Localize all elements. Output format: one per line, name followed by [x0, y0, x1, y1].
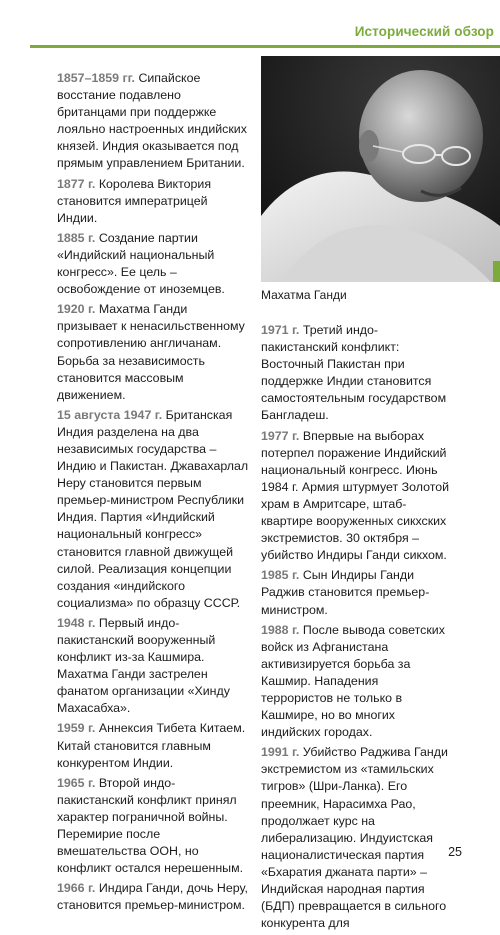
entry-text: Аннексия Тибета Китаем. Китай становится главным конкурентом Индии. [57, 721, 246, 770]
entry-text: Второй индо-пакистанский конфликт принял характер пограничной войны. Перемирие после вмешательства ООН, но конфликт остался нерешенным. [57, 775, 244, 876]
timeline-entry [261, 744, 452, 932]
page-number: 25 [448, 845, 462, 859]
entry-date: 1966 г. [57, 881, 96, 896]
entry-text: Убийство Раджива Ганди экстремистом из «тамильских тигров» (Шри-Ланка). Его преемник, Нарасимха Рао, продолжает курс на либерализацию. Индуистская националистическая партия «Бхаратия джаната парти» – Индийская народная партия (БДП) превращается в сильного конкурента для [261, 745, 448, 931]
entry-date: 15 августа 1947 г. [57, 407, 163, 422]
entry-date: 1965 г. [57, 775, 96, 790]
right-column [261, 322, 452, 935]
portrait-image [261, 56, 500, 282]
timeline-entry [57, 880, 250, 914]
timeline-entry [57, 301, 250, 404]
entry-text: После вывода советских войск из Афганистана активизируется борьба за Кашмир. Нападения террористов не только в Кашмире, но во многих индийских городах. [261, 622, 445, 740]
entry-date: 1971 г. [261, 323, 300, 337]
section-title: Исторический обзор [354, 24, 494, 39]
entry-text: Сын Индиры Ганди Раджив становится премьер-министром. [261, 568, 430, 617]
timeline-entry [261, 567, 452, 618]
entry-date: 1959 г. [57, 721, 96, 736]
timeline-entry [57, 775, 250, 878]
header-rule [30, 45, 500, 48]
timeline-entry [57, 70, 250, 173]
left-column [57, 70, 250, 918]
timeline-entry [261, 428, 452, 565]
entry-date: 1877 г. [57, 176, 96, 191]
entry-date: 1920 г. [57, 302, 96, 317]
entry-text: Создание партии «Индийский национальный конгресс». Ее цель – освобождение от иноземцев. [57, 230, 225, 297]
entry-text: Индира Ганди, дочь Неру, становится премьер-министром. [57, 881, 248, 913]
entry-text: Впервые на выборах потерпел поражение Индийский национальный конгресс. Июнь 1984 г. Армия штурмует Золотой храм в Амритсаре, штаб-квартире вооруженных сикхских экстремистов. 30 октября – убийство Индиры Ганди сикхом. [261, 428, 450, 563]
entry-date: 1948 г. [57, 615, 96, 630]
timeline-entry [57, 407, 250, 612]
entry-date: 1988 г. [261, 622, 300, 637]
timeline-entry [57, 615, 250, 718]
entry-text: Третий индо-пакистанский конфликт: Восточный Пакистан при поддержке Индии становится самостоятельным государством Бангладеш. [261, 323, 447, 423]
entry-text: Сипайское восстание подавлено британцами при поддержке лояльно настроенных индийских князей. Индия оказывается под прямым управлением Британии. [57, 71, 247, 171]
entry-date: 1857–1859 гг. [57, 71, 135, 85]
entry-text: Британская Индия разделена на два независимых государства – Индию и Пакистан. Джавахарлал Неру становится первым премьер-министром Республики Индия. Партия «Индийский национальный конгресс» становится главной движущей силой. Реализация концепции создания «индийского социализма» по образцу СССР. [57, 407, 249, 610]
timeline-entry [57, 720, 250, 771]
entry-date: 1885 г. [57, 230, 96, 245]
entry-text: Махатма Ганди призывает к ненасильственному сопротивлению англичанам. Борьба за независимость становится массовым движением. [57, 302, 245, 402]
entry-text: Королева Виктория становится императрицей Индии. [57, 176, 212, 225]
timeline-entry [261, 622, 452, 742]
entry-date: 1977 г. [261, 428, 300, 443]
timeline-entry [261, 322, 452, 425]
timeline-entry [57, 176, 250, 227]
timeline-entry [57, 230, 250, 298]
entry-text: Первый индо-пакистанский вооруженный конфликт из-за Кашмира. Махатма Ганди застрелен фанатом организации «Хинду Махасабха». [57, 615, 230, 716]
photo-caption: Махатма Ганди [261, 288, 347, 302]
gandhi-photo [261, 56, 500, 282]
entry-date: 1991 г. [261, 745, 300, 760]
entry-date: 1985 г. [261, 568, 300, 583]
